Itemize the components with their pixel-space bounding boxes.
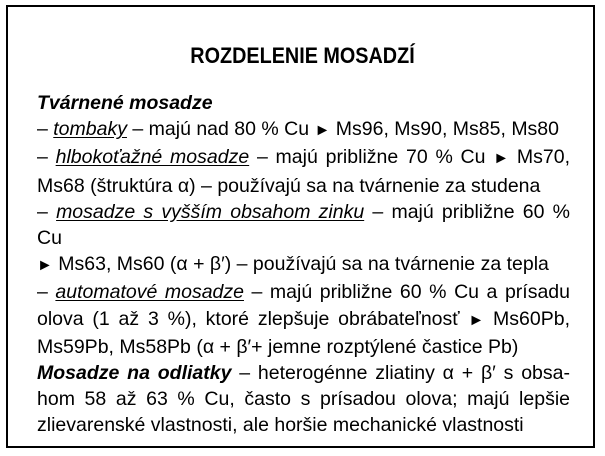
grades: Ms60Pb, (484, 307, 570, 330)
item-zinok-line2 (37, 251, 570, 279)
item-automatove-line3: Ms59Pb, Ms58Pb (α + β′+ jemne rozptýlené častice Pb) (37, 335, 519, 358)
text: Ms63, Ms60 (α + β′) – používajú sa na tvárnenie za tepla (52, 253, 549, 276)
page-title: ROZDELENIE MOSADZÍ (190, 43, 415, 68)
document-body (37, 90, 570, 439)
dash: – (37, 146, 56, 169)
text: – majú približne 60 % Cu (37, 200, 570, 250)
dash: – (37, 200, 57, 223)
term-automatove: automatové mosadze (55, 281, 244, 304)
grades: Ms70, (509, 146, 570, 169)
text: – majú približne 60 % Cu a prísadu (243, 281, 570, 304)
item-hlbokotazne-line2: Ms68 (štruktúra α) – používajú sa na tvárnenie za studena (37, 174, 541, 197)
arrow-icon: ► (468, 311, 485, 329)
term-tombaky: tombaky (53, 118, 127, 141)
item-tombaky (37, 116, 570, 144)
item-odliatky-line2: hom 58 až 63 % Cu, často s prísadou olova; majú lepšie (37, 388, 570, 411)
text: – heterogénne zliatiny α + β′ s obsa- (231, 362, 570, 385)
text: – majú nad 80 % Cu (126, 118, 315, 141)
item-automatove (37, 279, 570, 305)
item-odliatky (37, 360, 570, 386)
dash: – (37, 281, 56, 304)
arrow-icon: ► (493, 150, 510, 168)
arrow-icon: ► (37, 257, 53, 275)
term-hlbokotazne: hlbokoťažné mosadze (55, 146, 250, 169)
section-heading-odliatky: Mosadze na odliatky (37, 362, 232, 385)
grades: Ms96, Ms90, Ms85, Ms80 (330, 118, 560, 141)
item-hlbokotazne (37, 144, 570, 172)
item-automatove-line2 (37, 306, 570, 334)
term-zinok: mosadze s vyšším obsahom zinku (56, 200, 365, 223)
item-odliatky-line3: zlievarenské vlastnosti, ale horšie mechanické vlastnosti (37, 414, 524, 437)
text: – majú približne 70 % Cu (249, 146, 494, 169)
item-zinok (37, 199, 570, 251)
dash: – (37, 118, 54, 141)
section-heading-tvarnene: Tvárnené mosadze (37, 92, 213, 114)
arrow-icon: ► (314, 122, 331, 140)
text: olova (1 až 3 %), ktoré zlepšuje obrábateľnosť (37, 307, 469, 330)
